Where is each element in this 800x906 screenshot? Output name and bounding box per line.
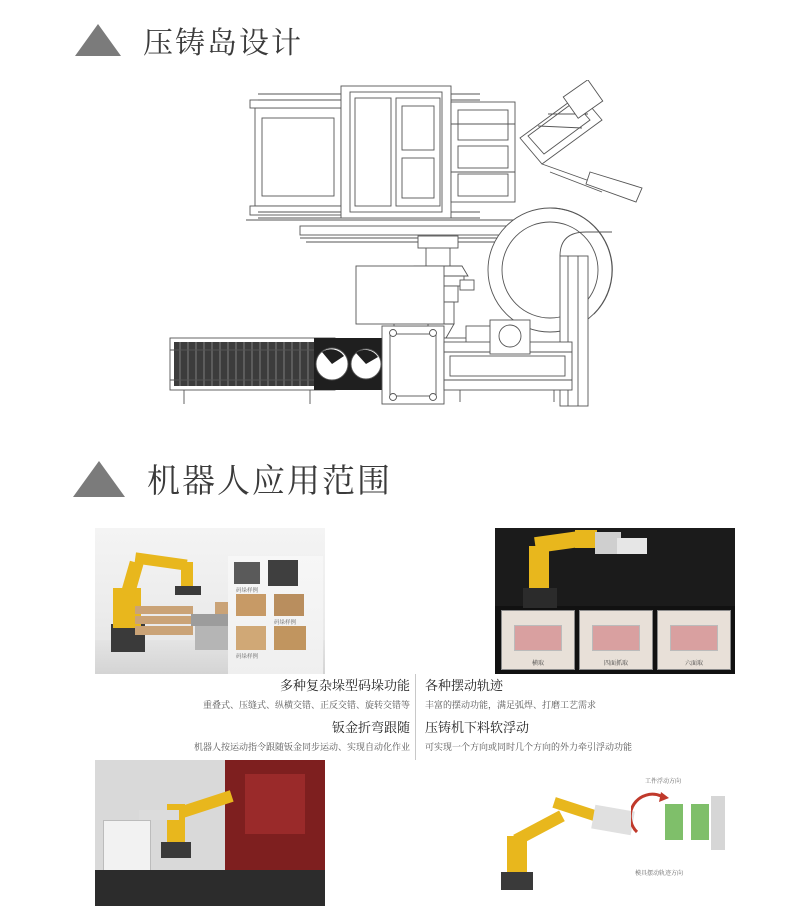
section-heading-robot-applications [73, 455, 392, 502]
thumbnail-1 [579, 610, 653, 670]
caption-float [425, 720, 725, 756]
caption-bending [125, 720, 410, 756]
photo-soft-float [495, 760, 735, 906]
float-label-tool: 模具摆动轨迹方向 [635, 870, 684, 877]
photo-swing-welding [495, 528, 735, 674]
thumbnail-0 [501, 610, 575, 670]
float-label-workpiece: 工件浮动方向 [645, 778, 682, 785]
thumbnail-label: 六面取 [684, 661, 703, 667]
triangle-marker-icon [75, 24, 121, 56]
caption-title: 各种摆动轨迹 [425, 679, 504, 694]
section-heading-diecast [75, 18, 303, 62]
section-title-robot-applications: 机器人应用范围 [147, 461, 392, 500]
triangle-marker-icon [73, 461, 125, 497]
caption-divider [415, 674, 416, 760]
caption-palletizing [125, 678, 410, 714]
photo-stacking-patterns: 码垛样例 码垛样例 码垛样例 [228, 556, 323, 674]
caption-title: 多种复杂垛型码垛功能 [279, 679, 410, 694]
thumbnail-label: 四面抓取 [603, 661, 628, 667]
thumbnail-label: 横取 [531, 661, 544, 667]
thumbnail-2 [657, 610, 731, 670]
caption-sub: 机器人按运动指令跟随钣金同步运动、实现自动化作业 [193, 743, 410, 754]
photo-bending-follow [95, 760, 325, 906]
caption-title: 钣金折弯跟随 [331, 721, 410, 736]
section-title-diecast: 压铸岛设计 [143, 26, 303, 61]
caption-swing [425, 678, 725, 714]
caption-title: 压铸机下料软浮动 [425, 721, 530, 736]
diecast-island-diagram [150, 80, 690, 420]
applications-grid [95, 528, 735, 906]
caption-sub: 可实现一个方向或同时几个方向的外力牵引浮动功能 [425, 743, 633, 754]
caption-sub: 重叠式、压缝式、纵横交错、正反交错、旋转交错等 [202, 701, 410, 712]
caption-sub: 丰富的摆动功能，满足弧焊、打磨工艺需求 [425, 701, 597, 712]
